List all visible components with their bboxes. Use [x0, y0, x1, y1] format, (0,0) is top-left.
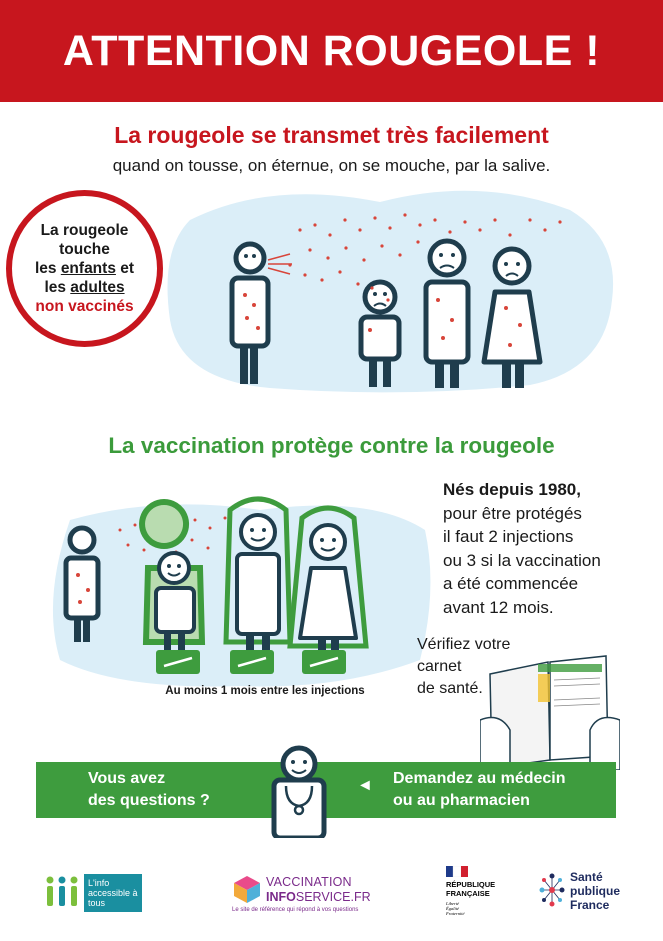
questions-text — [88, 768, 258, 812]
questions-line2: des questions ? — [88, 792, 210, 809]
info-line1: pour être protégés — [443, 503, 582, 523]
ask-doctor-line2: ou au pharmacien — [393, 792, 530, 809]
vaccination-info — [443, 478, 658, 619]
header-banner — [0, 0, 663, 102]
section2-title: La vaccination protège contre la rougeole — [108, 433, 555, 458]
info-accessible-logo — [44, 872, 144, 912]
republique-francaise-logo — [446, 866, 516, 920]
rf-motto: Liberté Égalité Fraternité — [446, 901, 465, 916]
check-line1: Vérifiez votre — [417, 636, 511, 653]
ask-doctor-text — [393, 768, 633, 812]
badge-line1: La rougeole — [40, 222, 129, 239]
sante-publique-france-logo — [538, 866, 628, 916]
info-lead: Nés depuis 1980, — [443, 480, 581, 499]
badge-line4: les adultes — [44, 279, 125, 296]
doctor-icon — [268, 740, 330, 838]
questions-line1: Vous avez — [88, 770, 166, 787]
section1-title: La rougeole se transmet très facilement — [114, 122, 549, 148]
info-line2: il faut 2 injections — [443, 527, 574, 546]
ask-doctor-line1: Demandez au médecin — [393, 770, 566, 787]
cube-logo-icon — [232, 874, 262, 904]
iii-logo-icon — [44, 874, 82, 908]
badge-line2: touche — [59, 241, 110, 258]
vacc-line2: INFOSERVICE.FR — [266, 890, 371, 904]
badge-line5: non vaccinés — [35, 298, 134, 315]
spf-name: Santé publique France — [570, 870, 620, 912]
target-badge — [6, 190, 163, 347]
network-dots-icon — [538, 870, 566, 910]
vaccination-info-service-logo — [232, 870, 392, 918]
info-accessible-label: L'info accessible à tous — [84, 874, 142, 912]
contagion-illustration — [150, 180, 620, 395]
check-line3: de santé. — [417, 680, 483, 697]
vacc-tagline: Le site de référence qui répond à vos questions — [232, 907, 359, 913]
badge-line3: les enfants et — [34, 260, 135, 277]
section1-subtitle: quand on tousse, on éternue, on se mouche, par la salive. — [112, 156, 551, 175]
side-note — [640, 650, 650, 830]
health-record-icon — [480, 650, 620, 770]
info-line4: a été commencée — [443, 574, 579, 593]
page-title: ATTENTION ROUGEOLE ! — [62, 26, 601, 75]
vacc-line1: VACCINATION — [266, 875, 352, 889]
injections-caption: Au moins 1 mois entre les injections — [165, 685, 365, 697]
rf-name: RÉPUBLIQUE FRANÇAISE — [446, 880, 496, 898]
info-line5: avant 12 mois. — [443, 597, 554, 617]
info-line3: ou 3 si la vaccination — [443, 550, 601, 570]
vaccination-illustration — [40, 490, 435, 700]
marianne-flag-icon — [446, 866, 468, 877]
left-arrow-icon: ◄ — [357, 777, 373, 794]
check-line2: carnet — [417, 658, 462, 675]
